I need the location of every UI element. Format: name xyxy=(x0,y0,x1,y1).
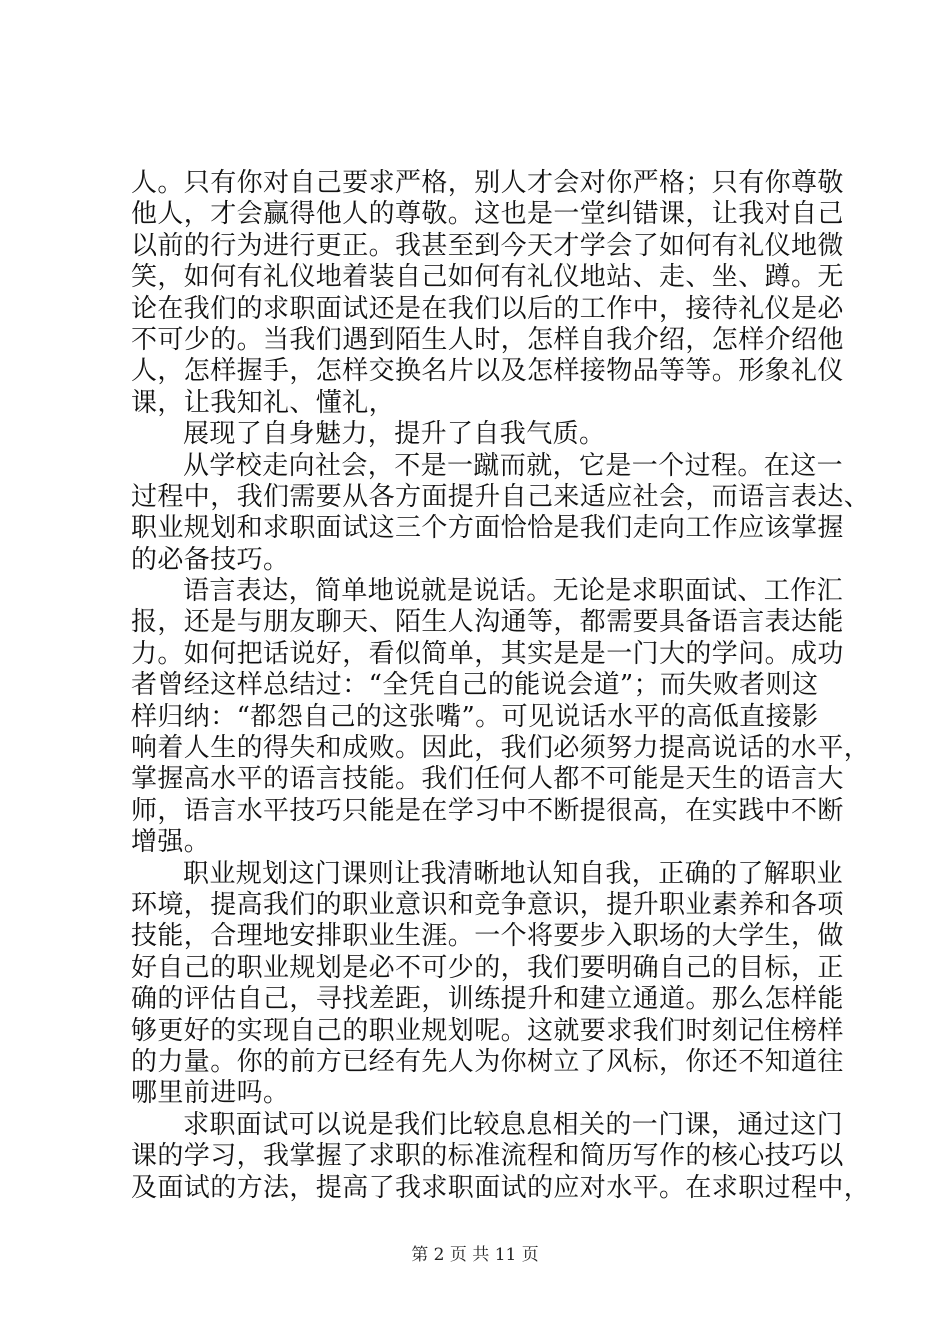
text-line: 增强。 xyxy=(131,827,211,858)
body-text xyxy=(131,168,871,1204)
paragraph-first-line: 展现了自身魅力，提升了自我气质。 xyxy=(183,419,606,450)
text-line: 课，让我知礼、懂礼， xyxy=(131,387,396,418)
text-line: 环境，提高我们的职业意识和竞争意识，提升职业素养和各项 xyxy=(131,889,844,920)
text-line: 人。只有你对自己要求严格，别人才会对你严格；只有你尊敬 xyxy=(131,168,844,198)
text-line: 响着人生的得失和成败。因此，我们必须努力提高说话的水平， xyxy=(131,733,871,764)
text-line: 者曾经这样总结过：“全凭自己的能说会道”；而失败者则这 xyxy=(131,670,819,701)
text-line: 论在我们的求职面试还是在我们以后的工作中，接待礼仪是必 xyxy=(131,293,844,324)
paragraph-first-line: 语言表达，简单地说就是说话。无论是求职面试、工作汇 xyxy=(183,576,844,607)
text-line: 好自己的职业规划是必不可少的，我们要明确自己的目标，正 xyxy=(131,952,844,983)
text-line: 及面试的方法，提高了我求职面试的应对水平。在求职过程中， xyxy=(131,1172,871,1203)
text-line: 师，语言水平技巧只能是在学习中不断提很高，在实践中不断 xyxy=(131,795,844,826)
text-line: 确的评估自己，寻找差距，训练提升和建立通道。那么怎样能 xyxy=(131,984,844,1015)
text-line: 不可少的。当我们遇到陌生人时，怎样自我介绍，怎样介绍他 xyxy=(131,324,844,355)
text-line: 够更好的实现自己的职业规划呢。这就要求我们时刻记住榜样 xyxy=(131,1015,844,1046)
text-line: 他人，才会赢得他人的尊敬。这也是一堂纠错课，让我对自己 xyxy=(131,199,844,230)
text-line: 的必备技巧。 xyxy=(131,544,290,575)
text-line: 的力量。你的前方已经有先人为你树立了风标，你还不知道往 xyxy=(131,1046,844,1077)
text-line: 人，怎样握手，怎样交换名片以及怎样接物品等等。形象礼仪 xyxy=(131,356,844,387)
text-line: 以前的行为进行更正。我甚至到今天才学会了如何有礼仪地微 xyxy=(131,230,844,261)
text-line: 报，还是与朋友聊天、陌生人沟通等，都需要具备语言表达能 xyxy=(131,607,844,638)
text-line: 力。如何把话说好，看似简单，其实是是一门大的学问。成功 xyxy=(131,638,844,669)
paragraph-first-line: 职业规划这门课则让我清晰地认知自我，正确的了解职业 xyxy=(183,858,844,889)
text-line: 笑，如何有礼仪地着装自己如何有礼仪地站、走、坐、蹲。无 xyxy=(131,262,844,293)
text-line: 职业规划和求职面试这三个方面恰恰是我们走向工作应该掌握 xyxy=(131,513,844,544)
text-line: 样归纳：“都怨自己的这张嘴”。可见说话水平的高低直接影 xyxy=(131,701,819,732)
text-line: 技能，合理地安排职业生涯。一个将要步入职场的大学生，做 xyxy=(131,921,844,952)
page-footer: 第 2 页 共 11 页 xyxy=(411,1245,539,1265)
text-line: 哪里前进吗。 xyxy=(131,1078,290,1109)
text-line: 掌握高水平的语言技能。我们任何人都不可能是天生的语言大 xyxy=(131,764,844,795)
paragraph-first-line: 从学校走向社会，不是一蹴而就，它是一个过程。在这一 xyxy=(183,450,844,481)
paragraph-first-line: 求职面试可以说是我们比较息息相关的一门课，通过这门 xyxy=(183,1109,844,1140)
text-line: 课的学习，我掌握了求职的标准流程和简历写作的核心技巧以 xyxy=(131,1141,844,1172)
text-line: 过程中，我们需要从各方面提升自己来适应社会，而语言表达、 xyxy=(131,481,871,512)
